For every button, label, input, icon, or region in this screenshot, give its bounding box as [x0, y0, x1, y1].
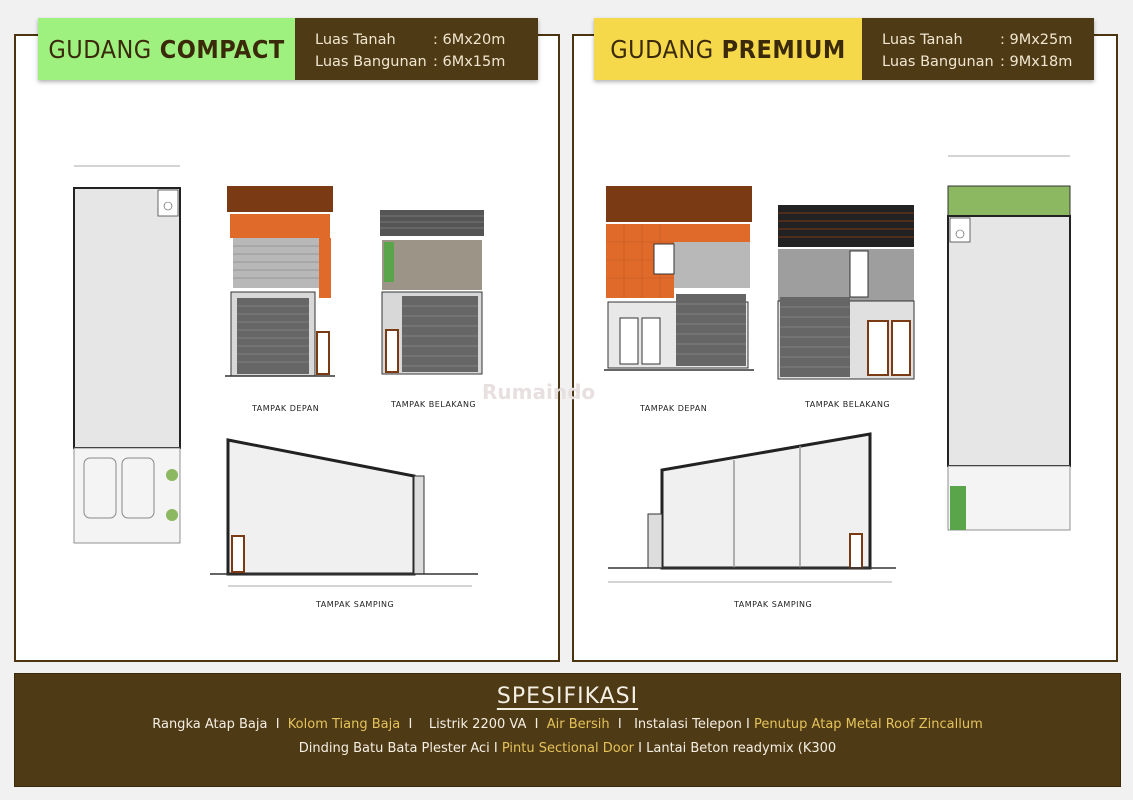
spec-item-highlight: Kolom Tiang Baja: [287, 717, 401, 732]
compact-back-caption: TAMPAK BELAKANG: [391, 400, 477, 409]
premium-back-caption: TAMPAK BELAKANG: [805, 400, 891, 409]
compact-building-label: Luas Bangunan: [315, 54, 427, 70]
spec-item: Dinding Batu Bata Plester Aci I: [298, 741, 502, 756]
premium-floor-plan: [944, 150, 1074, 535]
premium-back-elevation: [776, 205, 916, 383]
compact-size-info: [295, 18, 538, 80]
watermark: Rumaindo: [482, 380, 596, 404]
spec-section: [14, 673, 1121, 787]
spec-item-highlight: Penutup Atap Metal Roof Zincallum: [753, 717, 983, 732]
spec-item: I Instalasi Telepon I: [609, 717, 754, 732]
spec-item: Rangka Atap Baja: [152, 717, 276, 732]
premium-title-light: GUDANG: [610, 34, 714, 64]
premium-header: [594, 18, 1094, 80]
premium-side-elevation: [600, 430, 900, 600]
spec-line-1: [15, 715, 1120, 735]
spec-item: I: [275, 717, 288, 732]
compact-back-elevation: [378, 210, 488, 380]
spec-item: I Listrik 2200 VA I: [400, 717, 547, 732]
spec-title: SPESIFIKASI: [496, 684, 639, 709]
premium-title-bold: PREMIUM: [721, 34, 846, 64]
premium-building-value: : 9Mx18m: [1000, 54, 1073, 70]
premium-front-caption: TAMPAK DEPAN: [640, 404, 708, 413]
premium-title: [594, 18, 862, 80]
compact-side-caption: TAMPAK SAMPING: [316, 600, 395, 609]
compact-land-value: : 6Mx20m: [433, 32, 506, 48]
premium-building-label: Luas Bangunan: [882, 54, 994, 70]
premium-size-info: [862, 18, 1094, 80]
compact-side-elevation: [210, 436, 480, 596]
compact-title: [38, 18, 295, 80]
spec-item-highlight: Pintu Sectional Door: [501, 741, 635, 756]
compact-front-caption: TAMPAK DEPAN: [252, 404, 320, 413]
compact-title-light: GUDANG: [48, 34, 152, 64]
spec-item: I Lantai Beton readymix (K300: [634, 741, 837, 756]
premium-land-label: Luas Tanah: [882, 32, 963, 48]
compact-header: [38, 18, 538, 80]
premium-land-value: : 9Mx25m: [1000, 32, 1073, 48]
compact-title-bold: COMPACT: [159, 34, 285, 64]
compact-front-elevation: [225, 186, 335, 386]
compact-floor-plan: [70, 160, 185, 545]
spec-line-2: [15, 739, 1120, 759]
spec-item-highlight: Air Bersih: [546, 717, 610, 732]
compact-land-label: Luas Tanah: [315, 32, 396, 48]
premium-side-caption: TAMPAK SAMPING: [734, 600, 813, 609]
premium-front-elevation: [604, 186, 754, 386]
compact-building-value: : 6Mx15m: [433, 54, 506, 70]
